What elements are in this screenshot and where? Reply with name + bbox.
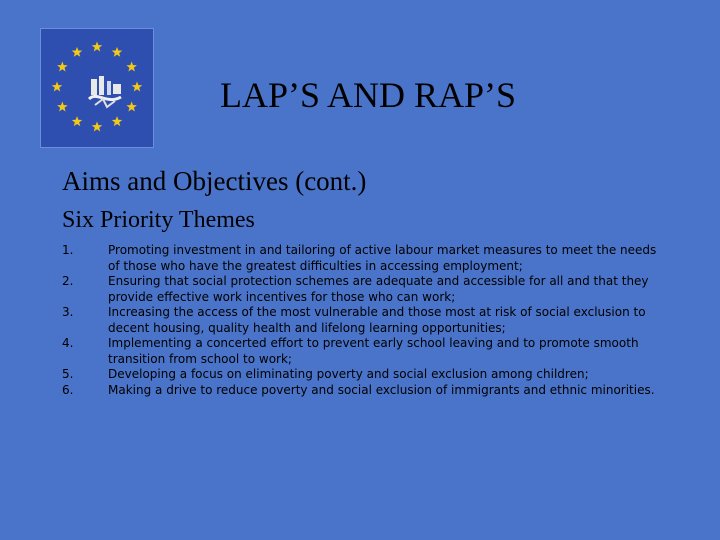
slide-subtitle: Aims and Objectives (cont.) [62, 166, 367, 196]
list-item [62, 336, 662, 367]
star-icon [126, 102, 136, 112]
priority-themes-list [62, 243, 662, 398]
item-number: 4. [62, 336, 74, 350]
item-number: 2. [62, 274, 74, 288]
item-text: Developing a focus on eliminating poverty and social exclusion among children; [108, 367, 589, 381]
item-number: 6. [62, 382, 74, 397]
item-text: Increasing the access of the most vulnerable and those most at risk of social exclusion to decent housing, quality health and lifelong learning opportunities; [108, 305, 646, 335]
item-number: 3. [62, 305, 74, 319]
slide-title: LAP’S AND RAP’S [219, 75, 517, 115]
star-icon [112, 116, 122, 126]
star-icon [126, 62, 136, 72]
star-icon [72, 116, 82, 126]
star-icon [57, 62, 67, 72]
star-icon [92, 122, 102, 132]
item-number: 1. [62, 243, 74, 257]
eu-stars-emblem-icon [40, 28, 154, 148]
item-text: Making a drive to reduce poverty and social exclusion of immigrants and ethnic minorities. [108, 382, 655, 397]
star-icon [57, 102, 67, 112]
item-text: Promoting investment in and tailoring of active labour market measures to meet the needs of those who have the greatest difficulties in accessing employment; [108, 243, 657, 273]
star-icon [52, 82, 62, 92]
item-number: 5. [62, 367, 74, 381]
star-icon [132, 82, 142, 92]
logo-graphic [41, 29, 153, 147]
item-text: Implementing a concerted effort to prevent early school leaving and to promote smooth transition from school to work; [108, 336, 639, 366]
item-text: Ensuring that social protection schemes are adequate and accessible for all and that they provide effective work incentives for those who can work; [108, 274, 649, 304]
star-icon [72, 47, 82, 57]
star-icon [92, 42, 102, 52]
list-item [62, 305, 662, 336]
list-item [62, 383, 662, 399]
star-icon [112, 47, 122, 57]
list-item [62, 243, 662, 274]
list-item [62, 274, 662, 305]
emblem-figure [89, 76, 121, 107]
section-title: Six Priority Themes [62, 207, 255, 233]
list-item [62, 367, 662, 383]
